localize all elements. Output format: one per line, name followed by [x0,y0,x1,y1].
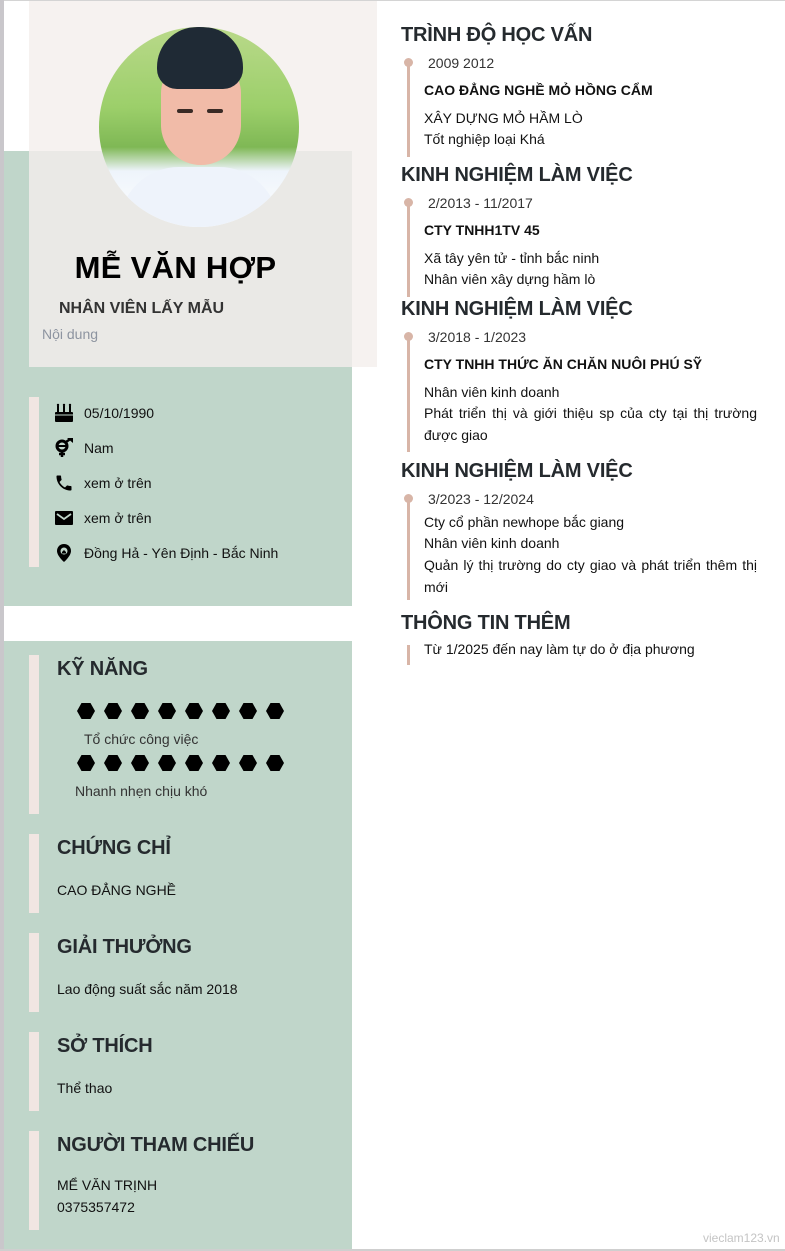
contact-birthday [54,402,154,424]
experience-line: Xã tây yên tử - tỉnh bắc ninh [424,250,600,266]
birthday-cake-icon [54,403,74,423]
rating-hexagon-icon [104,755,122,771]
contact-value: xem ở trên [84,510,152,526]
contact-value: Nam [84,440,114,456]
certificates-title: CHỨNG CHỈ [57,837,171,859]
rating-hexagon-icon [158,755,176,771]
rating-hexagon-icon [77,703,95,719]
contact-gender [54,437,114,459]
watermark: vieclam123.vn [703,1231,780,1245]
hobbies-accent-bar [29,1032,39,1111]
timeline-dot [404,198,413,207]
experience-line: Nhân viên xây dựng hầm lò [424,271,596,287]
rating-hexagon-icon [266,755,284,771]
contact-address [54,542,278,564]
location-pin-icon [54,543,74,563]
references-title: NGƯỜI THAM CHIẾU [57,1134,255,1156]
avatar-hair [157,27,243,89]
timeline-line [407,200,410,297]
references-accent-bar [29,1131,39,1230]
rating-hexagon-icon [158,703,176,719]
experience-date: 2/2013 - 11/2017 [428,195,533,211]
experience-line: Phát triển thị và giới thiệu sp của cty tại thị trường được giao [424,405,757,443]
education-grade: Tốt nghiệp loại Khá [424,131,545,147]
gender-icon [54,438,74,458]
contact-value: xem ở trên [84,475,152,491]
certificates-accent-bar [29,834,39,913]
summary-text: Nội dung [42,326,99,342]
avatar-eye [177,109,193,113]
education-title: TRÌNH ĐỘ HỌC VẤN [401,24,593,46]
additional-info-title: THÔNG TIN THÊM [401,612,571,634]
contact-accent-bar [29,397,39,567]
experience-date: 3/2018 - 1/2023 [428,329,527,345]
rating-hexagon-icon [266,703,284,719]
timeline-dot [404,332,413,341]
job-title: NHÂN VIÊN LẤY MẪU [59,300,225,317]
education-major: XÂY DỰNG MỎ HẦM LÒ [424,110,583,126]
skill-label: Tổ chức công việc [84,731,199,747]
award-item: Lao động suất sắc năm 2018 [57,981,238,997]
experience-company: CTY TNHH1TV 45 [424,222,540,238]
email-icon [54,508,74,528]
rating-hexagon-icon [239,703,257,719]
certificate-item: CAO ĐẲNG NGHỀ [57,882,177,898]
avatar [99,27,299,227]
avatar-shirt [119,167,279,227]
rating-hexagon-icon [131,755,149,771]
header-background-strip [352,151,377,367]
contact-email [54,507,152,529]
reference-name: MỂ VĂN TRỊNH [57,1177,158,1193]
skills-title: KỸ NĂNG [57,658,148,680]
experience-company: Cty cổ phần newhope bắc giang [424,514,625,530]
timeline-dot [404,58,413,67]
reference-phone: 0375357472 [57,1199,135,1215]
experience-title: KINH NGHIỆM LÀM VIỆC [401,164,633,186]
skills-accent-bar [29,655,39,814]
experience-company: CTY TNHH THỨC ĂN CHĂN NUÔI PHÚ SỸ [424,356,703,372]
experience-title: KINH NGHIỆM LÀM VIỆC [401,298,633,320]
avatar-eye [207,109,223,113]
timeline-dot [404,494,413,503]
candidate-name: MỄ VĂN HỢP [74,250,277,285]
timeline-line [407,645,410,665]
contact-phone [54,472,152,494]
rating-hexagon-icon [131,703,149,719]
timeline-line [407,496,410,600]
experience-line: Quản lý thị trường do cty giao và phát triển thêm thị mới [424,557,757,595]
contact-value: Đồng Hả - Yên Định - Bắc Ninh [84,545,279,561]
skill-rating [77,703,284,719]
rating-hexagon-icon [77,755,95,771]
awards-accent-bar [29,933,39,1012]
awards-title: GIẢI THƯỞNG [57,936,192,958]
timeline-line [407,334,410,452]
hobbies-title: SỞ THÍCH [57,1035,153,1057]
rating-hexagon-icon [185,755,203,771]
education-date: 2009 2012 [428,55,495,71]
rating-hexagon-icon [104,703,122,719]
phone-icon [54,473,74,493]
timeline-line [407,60,410,157]
skill-rating [77,755,284,771]
education-school: CAO ĐẲNG NGHỀ MỎ HỒNG CẨM [424,82,653,98]
experience-date: 3/2023 - 12/2024 [428,491,534,507]
additional-info-text: Từ 1/2025 đến nay làm tự do ở địa phương [424,641,695,657]
rating-hexagon-icon [212,703,230,719]
experience-line: Nhân viên kinh doanh [424,384,560,400]
experience-line: Nhân viên kinh doanh [424,535,560,551]
skill-label: Nhanh nhẹn chịu khó [75,783,208,799]
contact-value: 05/10/1990 [84,405,155,421]
experience-title: KINH NGHIỆM LÀM VIỆC [401,460,633,482]
rating-hexagon-icon [185,703,203,719]
rating-hexagon-icon [239,755,257,771]
rating-hexagon-icon [212,755,230,771]
hobby-item: Thể thao [57,1080,113,1096]
